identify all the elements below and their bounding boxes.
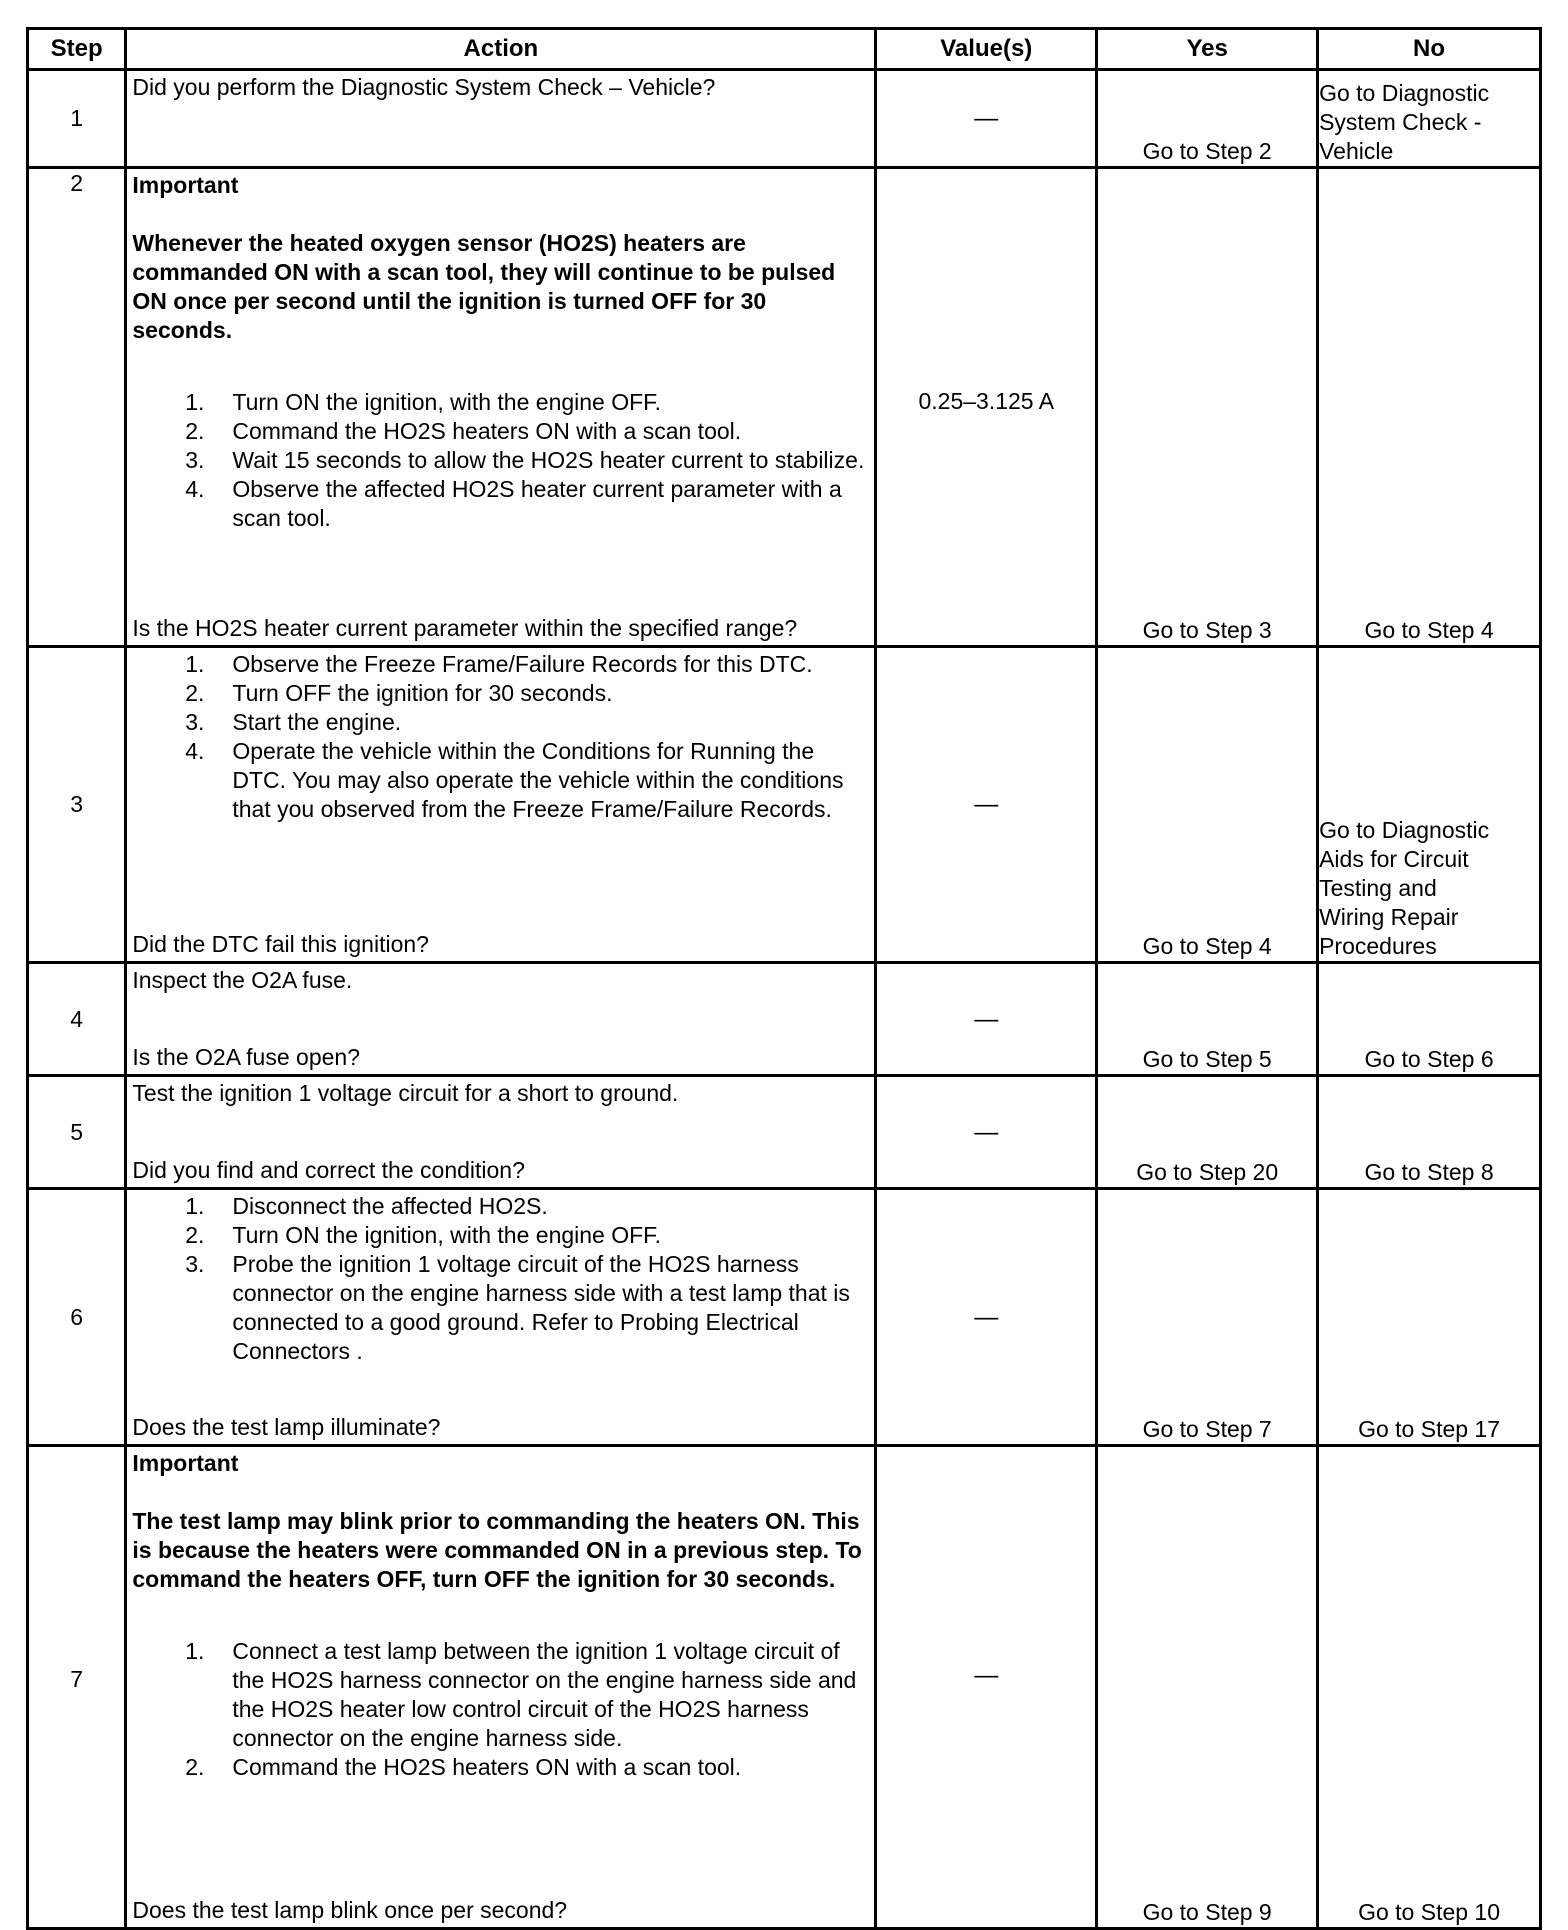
value-text: — bbox=[974, 791, 999, 818]
no-link-line: Go to Diagnostic bbox=[1319, 817, 1490, 843]
step-number: 3 bbox=[28, 647, 126, 963]
action-cell bbox=[126, 1076, 876, 1189]
procedure-step: 4. Observe the affected HO2S heater current parameter with a scan tool. bbox=[185, 476, 842, 531]
no-link-line: Go to Diagnostic bbox=[1319, 80, 1490, 106]
important-text: Whenever the heated oxygen sensor (HO2S) heaters are commanded ON with a scan tool, they will continue to be pulsed ON once per second until the ignition is turned OFF for 30 seconds. bbox=[132, 230, 836, 343]
yes-link[interactable]: Go to Step 2 bbox=[1097, 70, 1318, 168]
table-row bbox=[28, 1189, 1541, 1446]
step-number: 2 bbox=[28, 168, 126, 647]
step-number: 7 bbox=[28, 1446, 126, 1929]
value-cell bbox=[876, 1446, 1097, 1929]
question-text: Did the DTC fail this ignition? bbox=[132, 931, 429, 957]
value-cell bbox=[876, 1076, 1097, 1189]
header-no: No bbox=[1318, 29, 1541, 70]
yes-link[interactable]: Go to Step 7 bbox=[1097, 1189, 1318, 1446]
value-cell bbox=[876, 1189, 1097, 1446]
action-text: Test the ignition 1 voltage circuit for a short to ground. bbox=[132, 1080, 679, 1106]
table-row bbox=[28, 1076, 1541, 1189]
yes-link[interactable]: Go to Step 3 bbox=[1097, 168, 1318, 647]
value-cell bbox=[876, 647, 1097, 963]
no-link-line: Aids for Circuit bbox=[1319, 846, 1469, 872]
procedure-list bbox=[132, 650, 870, 824]
no-link[interactable] bbox=[1318, 70, 1541, 168]
header-step: Step bbox=[28, 29, 126, 70]
action-text: Did you perform the Diagnostic System Check – Vehicle? bbox=[132, 74, 716, 100]
step-number: 6 bbox=[28, 1189, 126, 1446]
no-link-line: Go to Step 8 bbox=[1364, 1159, 1494, 1185]
procedure-step: 1. Connect a test lamp between the ignition 1 voltage circuit of the HO2S harness connector on the engine harness side and the HO2S heater low control circuit of the HO2S harness connector on the engine harness side. bbox=[185, 1638, 857, 1751]
action-text: Inspect the O2A fuse. bbox=[132, 967, 353, 993]
no-link-line: Go to Step 17 bbox=[1358, 1416, 1501, 1442]
value-cell bbox=[876, 963, 1097, 1076]
value-cell bbox=[876, 70, 1097, 168]
value-text: — bbox=[974, 1303, 999, 1331]
no-link-line: Go to Step 10 bbox=[1358, 1899, 1501, 1925]
question-text: Did you find and correct the condition? bbox=[132, 1157, 525, 1183]
procedure-list bbox=[132, 1192, 870, 1366]
question-text: Is the HO2S heater current parameter within the specified range? bbox=[132, 615, 798, 641]
procedure-list bbox=[132, 388, 870, 533]
no-link-line: System Check - bbox=[1319, 109, 1482, 135]
important-label: Important bbox=[132, 1450, 239, 1476]
value-text: — bbox=[974, 1662, 999, 1689]
step-number: 5 bbox=[28, 1076, 126, 1189]
diagnostic-table bbox=[26, 27, 1542, 1930]
action-cell bbox=[126, 70, 876, 168]
table-row bbox=[28, 1446, 1541, 1929]
important-text: The test lamp may blink prior to commanding the heaters ON. This is because the heaters were commanded ON in a previous step. To command the heaters OFF, turn OFF the ignition for 30 seconds. bbox=[132, 1508, 862, 1592]
question-text: Does the test lamp illuminate? bbox=[132, 1414, 441, 1440]
procedure-step: 1. Turn ON the ignition, with the engine OFF. bbox=[185, 389, 662, 415]
yes-link[interactable]: Go to Step 9 bbox=[1097, 1446, 1318, 1929]
no-link-line: Go to Step 6 bbox=[1364, 1046, 1494, 1072]
header-row bbox=[28, 29, 1541, 70]
value-text: — bbox=[974, 105, 999, 132]
question-text: Does the test lamp blink once per second? bbox=[132, 1897, 568, 1923]
question-text: Is the O2A fuse open? bbox=[132, 1044, 360, 1070]
step-number: 4 bbox=[28, 963, 126, 1076]
no-link[interactable] bbox=[1318, 1446, 1541, 1929]
procedure-step: 1. Disconnect the affected HO2S. bbox=[185, 1193, 548, 1219]
procedure-step: 2. Turn ON the ignition, with the engine OFF. bbox=[185, 1222, 662, 1248]
value-cell bbox=[876, 168, 1097, 647]
header-action: Action bbox=[126, 29, 876, 70]
action-cell bbox=[126, 168, 876, 647]
procedure-step: 3. Start the engine. bbox=[185, 709, 402, 735]
header-yes: Yes bbox=[1097, 29, 1318, 70]
table-row bbox=[28, 647, 1541, 963]
important-label: Important bbox=[132, 172, 239, 198]
procedure-step: 3. Wait 15 seconds to allow the HO2S heater current to stabilize. bbox=[185, 447, 865, 473]
table-row bbox=[28, 963, 1541, 1076]
procedure-step: 2. Command the HO2S heaters ON with a scan tool. bbox=[185, 418, 742, 444]
action-cell bbox=[126, 647, 876, 963]
procedure-step: 2. Command the HO2S heaters ON with a scan tool. bbox=[185, 1754, 742, 1780]
action-cell bbox=[126, 963, 876, 1076]
step-number: 1 bbox=[28, 70, 126, 168]
no-link[interactable] bbox=[1318, 647, 1541, 963]
no-link[interactable] bbox=[1318, 168, 1541, 647]
action-cell bbox=[126, 1446, 876, 1929]
no-link-line: Wiring Repair bbox=[1319, 904, 1459, 930]
yes-link[interactable]: Go to Step 5 bbox=[1097, 963, 1318, 1076]
no-link-line: Vehicle bbox=[1319, 138, 1394, 164]
yes-link[interactable]: Go to Step 20 bbox=[1097, 1076, 1318, 1189]
procedure-step: 4. Operate the vehicle within the Conditions for Running the DTC. You may also operate the vehicle within the conditions that you observed from the Freeze Frame/Failure Records. bbox=[185, 738, 844, 822]
value-text: — bbox=[974, 1118, 999, 1146]
no-link[interactable] bbox=[1318, 1189, 1541, 1446]
procedure-step: 2. Turn OFF the ignition for 30 seconds. bbox=[185, 680, 613, 706]
no-link-line: Go to Step 4 bbox=[1364, 617, 1494, 643]
table-row bbox=[28, 168, 1541, 647]
procedure-list bbox=[132, 1637, 870, 1782]
table-row bbox=[28, 70, 1541, 168]
header-value: Value(s) bbox=[876, 29, 1097, 70]
action-cell bbox=[126, 1189, 876, 1446]
value-text: 0.25–3.125 A bbox=[918, 388, 1055, 414]
no-link-line: Procedures bbox=[1319, 933, 1437, 959]
value-text: — bbox=[974, 1005, 999, 1033]
yes-link[interactable]: Go to Step 4 bbox=[1097, 647, 1318, 963]
no-link[interactable] bbox=[1318, 963, 1541, 1076]
no-link[interactable] bbox=[1318, 1076, 1541, 1189]
no-link-line: Testing and bbox=[1319, 875, 1437, 901]
procedure-step: 1. Observe the Freeze Frame/Failure Records for this DTC. bbox=[185, 651, 813, 677]
procedure-step: 3. Probe the ignition 1 voltage circuit of the HO2S harness connector on the engine harness side with a test lamp that is connected to a good ground. Refer to Probing Electrical Connectors . bbox=[185, 1251, 850, 1364]
